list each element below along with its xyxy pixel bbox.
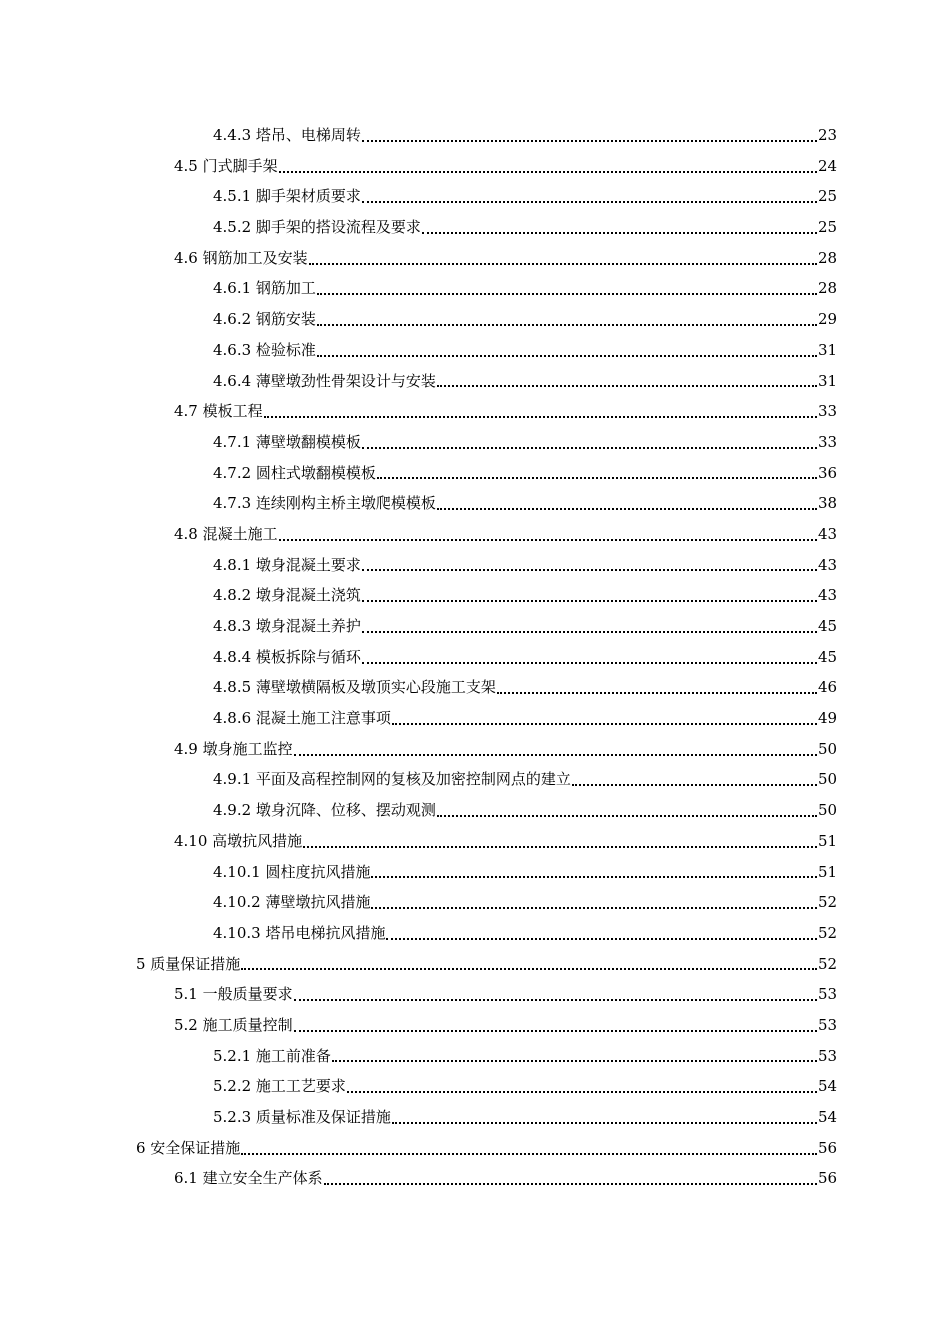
toc-entry-title: 4.7.3 连续刚构主桥主墩爬模模板	[213, 494, 436, 513]
toc-entry-title: 4.9 墩身施工监控	[174, 739, 293, 758]
toc-entry-title: 4.4.3 塔吊、电梯周转	[213, 126, 361, 144]
toc-entry[interactable]	[0, 764, 950, 795]
toc-entry[interactable]	[0, 642, 950, 673]
toc-entry[interactable]	[0, 918, 950, 949]
toc-entry-title: 4.8.2 墩身混凝土浇筑	[213, 586, 361, 605]
dot-leader	[241, 967, 817, 970]
toc-entry-title: 4.6.1 钢筋加工	[213, 279, 316, 298]
dot-leader	[362, 568, 817, 571]
toc-entry-page-number: 45	[818, 617, 838, 635]
toc-entry-title: 4.6.2 钢筋安装	[213, 310, 316, 329]
toc-entry-page-number: 52	[818, 893, 838, 912]
toc-entry[interactable]	[0, 366, 950, 397]
toc-entry-title: 4.7 模板工程	[174, 402, 263, 421]
toc-entry-page-number: 50	[818, 801, 838, 820]
dot-leader	[422, 231, 817, 234]
dot-leader	[392, 722, 817, 725]
toc-entry[interactable]	[0, 151, 950, 182]
dot-leader	[362, 661, 817, 664]
dot-leader	[371, 875, 817, 878]
dot-leader	[264, 415, 817, 418]
dot-leader	[279, 538, 817, 541]
toc-entry-page-number: 36	[818, 463, 838, 482]
toc-entry[interactable]	[0, 826, 950, 857]
toc-entry-title: 5.2 施工质量控制	[174, 1015, 293, 1034]
toc-entry[interactable]	[0, 181, 950, 212]
dot-leader	[377, 476, 817, 479]
table-of-contents	[0, 120, 950, 1194]
toc-entry-page-number: 49	[818, 709, 838, 728]
toc-entry[interactable]	[0, 335, 950, 366]
dot-leader	[386, 937, 817, 940]
toc-entry-title: 4.6 钢筋加工及安装	[174, 248, 308, 267]
dot-leader	[294, 998, 817, 1001]
dot-leader	[371, 906, 817, 909]
toc-entry[interactable]	[0, 212, 950, 243]
toc-entry-title: 5.1 一般质量要求	[174, 985, 293, 1004]
dot-leader	[347, 1090, 817, 1093]
toc-entry-title: 4.7.2 圆柱式墩翻模模板	[213, 463, 376, 482]
toc-entry-title: 6 安全保证措施	[136, 1138, 241, 1157]
dot-leader	[392, 1121, 817, 1124]
toc-entry-page-number: 51	[818, 862, 838, 881]
toc-entry-page-number: 43	[818, 586, 838, 605]
toc-entry-title: 4.6.3 检验标准	[213, 340, 316, 359]
toc-entry-page-number: 52	[818, 923, 838, 942]
dot-leader	[362, 200, 817, 203]
dot-leader	[362, 446, 817, 449]
toc-entry[interactable]	[0, 550, 950, 581]
toc-entry[interactable]	[0, 243, 950, 274]
dot-leader	[332, 1059, 817, 1062]
dot-leader	[294, 753, 817, 756]
toc-entry-page-number: 43	[818, 524, 838, 543]
toc-entry[interactable]	[0, 1163, 950, 1194]
toc-entry[interactable]	[0, 304, 950, 335]
toc-entry-title: 4.10 高墩抗风措施	[174, 831, 303, 850]
toc-entry-title: 4.8.5 薄壁墩横隔板及墩顶实心段施工支架	[213, 678, 496, 697]
toc-entry-page-number: 45	[818, 647, 838, 666]
dot-leader	[317, 323, 817, 326]
toc-entry-title: 5 质量保证措施	[136, 954, 241, 973]
toc-entry-title: 5.2.2 施工工艺要求	[213, 1077, 346, 1096]
toc-entry-page-number: 33	[818, 432, 838, 451]
toc-entry-page-number: 56	[818, 1169, 838, 1188]
toc-entry-title: 4.9.2 墩身沉降、位移、摆动观测	[213, 801, 436, 820]
dot-leader	[437, 384, 817, 387]
toc-entry[interactable]	[0, 1041, 950, 1072]
toc-entry[interactable]	[0, 979, 950, 1010]
toc-entry-page-number: 31	[818, 340, 838, 359]
toc-entry-page-number: 54	[818, 1077, 838, 1096]
toc-entry-page-number: 43	[818, 555, 838, 574]
toc-entry[interactable]	[0, 458, 950, 489]
toc-entry[interactable]	[0, 611, 950, 642]
toc-entry-title: 4.8.3 墩身混凝土养护	[213, 617, 361, 635]
toc-entry[interactable]	[0, 1010, 950, 1041]
toc-entry-title: 4.8.4 模板拆除与循环	[213, 647, 361, 666]
toc-entry-title: 4.5 门式脚手架	[174, 156, 278, 175]
toc-entry[interactable]	[0, 703, 950, 734]
dot-leader	[437, 814, 817, 817]
toc-entry-page-number: 56	[818, 1138, 838, 1157]
toc-entry-title: 4.7.1 薄壁墩翻模模板	[213, 432, 361, 451]
dot-leader	[241, 1152, 817, 1155]
toc-entry[interactable]	[0, 273, 950, 304]
toc-entry-page-number: 50	[818, 739, 838, 758]
toc-entry-page-number: 54	[818, 1108, 838, 1126]
toc-entry-page-number: 50	[818, 770, 838, 789]
toc-entry-page-number: 53	[818, 1046, 838, 1065]
toc-entry-title: 4.5.2 脚手架的搭设流程及要求	[213, 218, 421, 237]
toc-entry-page-number: 33	[818, 402, 838, 421]
toc-entry[interactable]	[0, 887, 950, 918]
toc-entry-title: 4.6.4 薄壁墩劲性骨架设计与安装	[213, 371, 436, 390]
toc-entry-title: 4.10.1 圆柱度抗风措施	[213, 862, 371, 881]
toc-entry[interactable]	[0, 1133, 950, 1164]
dot-leader	[362, 630, 817, 633]
toc-entry-title: 5.2.3 质量标准及保证措施	[213, 1108, 391, 1126]
toc-entry-page-number: 28	[818, 279, 838, 298]
dot-leader	[437, 507, 817, 510]
toc-entry[interactable]	[0, 396, 950, 427]
dot-leader	[294, 1029, 817, 1032]
toc-entry-title: 4.8.6 混凝土施工注意事项	[213, 709, 391, 728]
toc-entry[interactable]	[0, 488, 950, 519]
toc-entry[interactable]	[0, 672, 950, 703]
toc-entry-page-number: 23	[818, 126, 838, 144]
toc-entry-page-number: 38	[818, 494, 838, 513]
dot-leader	[572, 783, 817, 786]
dot-leader	[317, 354, 817, 357]
toc-entry-title: 4.8.1 墩身混凝土要求	[213, 555, 361, 574]
toc-entry-page-number: 29	[818, 310, 838, 329]
toc-entry[interactable]	[0, 795, 950, 826]
toc-entry[interactable]	[0, 120, 950, 151]
toc-entry[interactable]	[0, 519, 950, 550]
dot-leader	[362, 599, 817, 602]
dot-leader	[303, 845, 817, 848]
toc-entry[interactable]	[0, 949, 950, 980]
toc-entry-page-number: 53	[818, 985, 838, 1004]
toc-entry-title: 4.8 混凝土施工	[174, 524, 278, 543]
toc-entry[interactable]	[0, 1071, 950, 1102]
toc-entry[interactable]	[0, 857, 950, 888]
dot-leader	[309, 262, 817, 265]
toc-entry-page-number: 25	[818, 218, 838, 237]
dot-leader	[317, 292, 817, 295]
toc-entry[interactable]	[0, 1102, 950, 1133]
toc-entry-page-number: 51	[818, 831, 838, 850]
toc-entry[interactable]	[0, 580, 950, 611]
toc-entry-page-number: 25	[818, 187, 838, 206]
toc-entry-page-number: 24	[818, 156, 838, 175]
toc-entry-page-number: 31	[818, 371, 838, 390]
toc-entry-page-number: 46	[818, 678, 838, 697]
toc-entry[interactable]	[0, 427, 950, 458]
toc-entry-title: 6.1 建立安全生产体系	[174, 1169, 323, 1188]
dot-leader	[324, 1182, 817, 1185]
dot-leader	[279, 170, 817, 173]
toc-entry-title: 4.9.1 平面及高程控制网的复核及加密控制网点的建立	[213, 770, 571, 789]
toc-entry[interactable]	[0, 734, 950, 765]
toc-entry-title: 4.5.1 脚手架材质要求	[213, 187, 361, 206]
toc-entry-title: 4.10.2 薄壁墩抗风措施	[213, 893, 371, 912]
toc-entry-page-number: 28	[818, 248, 838, 267]
toc-entry-page-number: 53	[818, 1015, 838, 1034]
toc-entry-page-number: 52	[818, 954, 838, 973]
dot-leader	[362, 139, 817, 142]
toc-entry-title: 4.10.3 塔吊电梯抗风措施	[213, 923, 386, 942]
dot-leader	[497, 691, 817, 694]
toc-entry-title: 5.2.1 施工前准备	[213, 1046, 331, 1065]
